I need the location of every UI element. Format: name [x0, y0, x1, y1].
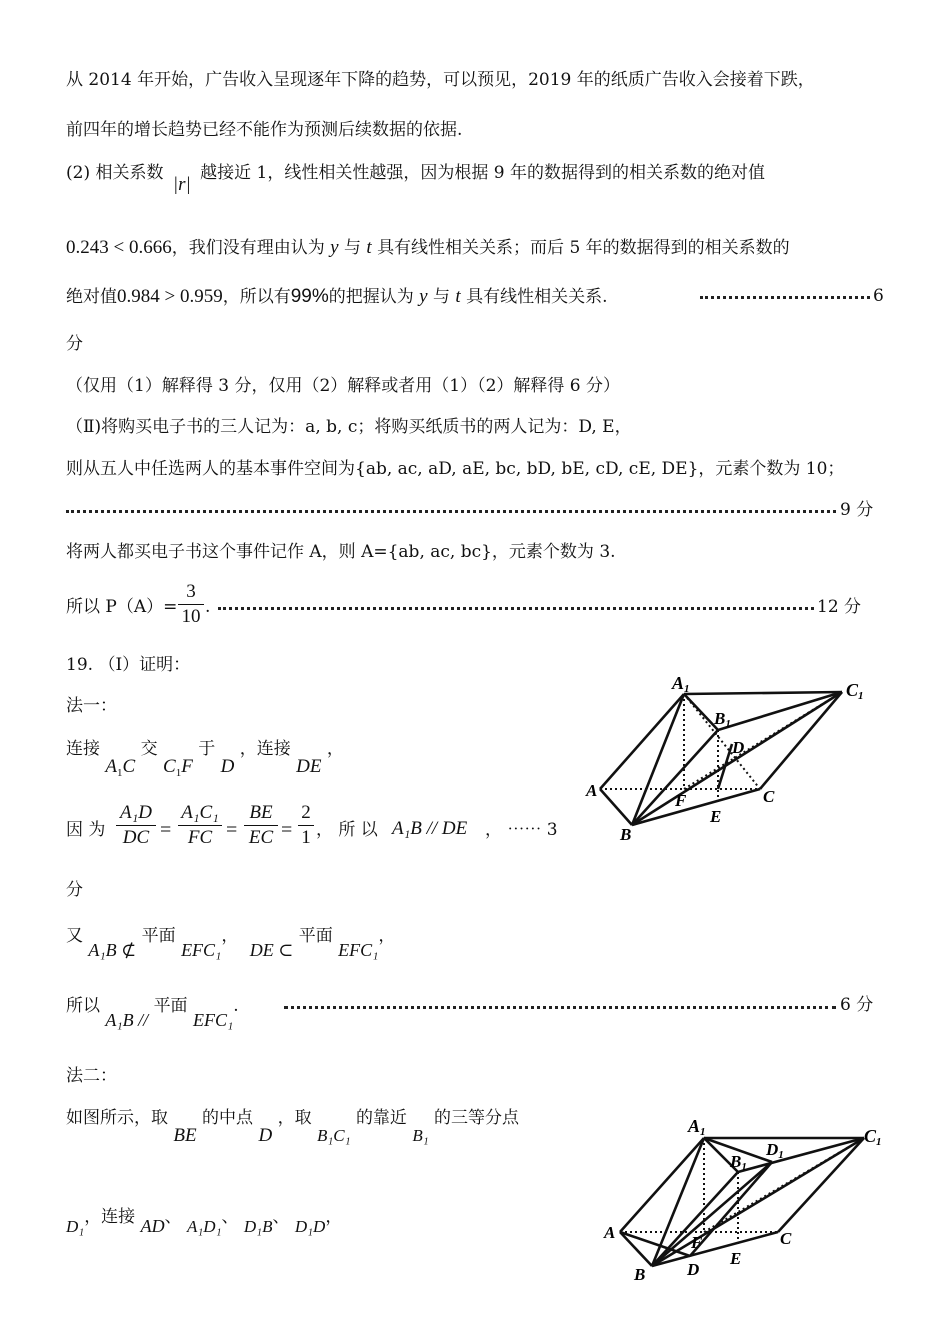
label-e: E	[730, 1249, 742, 1268]
edge-ab	[600, 789, 632, 825]
dot-leader	[66, 510, 836, 513]
fraction-denominator: 1	[301, 827, 311, 848]
fraction-bar	[178, 604, 204, 605]
fraction-denominator: EC	[248, 827, 274, 848]
label-b1-letter: B	[714, 709, 726, 728]
text-fragment: .	[233, 996, 239, 1016]
segment-a1c	[105, 756, 135, 777]
label-c: C	[780, 1229, 792, 1248]
so-label: ， 所 以	[316, 820, 378, 840]
inequality-1: 0.243 < 0.666	[66, 237, 172, 258]
abs-r-symbol: |r|	[172, 174, 191, 195]
parallel-stmt: A₁B //	[105, 1010, 149, 1030]
equals-sign: =	[160, 819, 172, 841]
label-subscript: 1	[684, 683, 690, 695]
text-fragment: 越接近 1，线性相关性越强，因为根据 9 年的数据得到的相关系数的绝对值	[200, 163, 765, 183]
text-fragment: 与	[433, 287, 450, 307]
fraction-numerator: A₁D	[120, 802, 152, 823]
text-fragment: 、	[221, 1207, 239, 1227]
subscript: 1	[117, 767, 123, 779]
percent-99: 99%	[290, 286, 329, 307]
text-fragment: 于	[198, 739, 216, 759]
dot-leader	[218, 607, 814, 610]
fraction-a1c1-fc	[178, 802, 222, 849]
segment-a1d1: A₁D₁	[187, 1217, 222, 1236]
segment-c1f	[163, 756, 193, 777]
method-two-heading: 法二：	[66, 1066, 117, 1086]
plane-efc1: EFC₁	[181, 940, 222, 960]
label-c1-letter: C	[846, 680, 859, 700]
segment-be: BE	[173, 1125, 197, 1146]
text-fragment: ，	[221, 926, 239, 946]
label-b1	[713, 709, 731, 730]
score-marker-unit: 分	[66, 334, 83, 354]
question-19-heading: 19. （Ⅰ）证明：	[66, 655, 191, 675]
method-two-line-2	[66, 1206, 343, 1236]
fraction-bar	[116, 825, 156, 826]
segment-d1b: D₁B	[243, 1217, 273, 1236]
var-t: t	[366, 237, 372, 258]
score-marker-unit: 分	[66, 880, 83, 900]
label-subscript: 1	[858, 690, 864, 702]
score-marker: 6 分	[840, 995, 874, 1015]
dot-leader	[284, 1006, 836, 1009]
text-fragment: ，连接	[239, 739, 291, 759]
event-a-line: 将两人都买电子书这个事件记作 A，则 A={ab, ac, bc}，元素个数为 3.	[66, 542, 616, 562]
label-b1-letter: B	[730, 1152, 742, 1171]
text-fragment: ，取	[277, 1108, 312, 1128]
text-line-5	[66, 286, 608, 309]
fraction-a1d-dc	[116, 802, 156, 849]
parallel-statement: A₁B // DE	[392, 818, 468, 839]
label-subscript: 1	[876, 1136, 882, 1148]
fraction-denominator: 10	[181, 606, 201, 627]
text-fragment: 连接	[66, 739, 100, 759]
dot-leader	[700, 296, 870, 299]
label-f: F	[691, 1233, 703, 1252]
part-two-intro: （Ⅱ)将购买电子书的三人记为：a, b, c；将购买纸质书的两人记为：D, E，	[66, 417, 632, 437]
point-label: C	[122, 756, 136, 777]
segment-ad: AD	[140, 1216, 165, 1236]
text-fragment: 具有线性相关关系；而后 5 年的数据得到的相关系数的	[377, 238, 790, 258]
edge-b1c1	[718, 692, 842, 730]
point-d: D	[220, 756, 235, 777]
text-fragment: ，	[326, 739, 344, 759]
method-two-line-1	[66, 1107, 520, 1146]
fraction-2-1	[298, 802, 314, 849]
edge-c1c	[760, 692, 842, 789]
edge-a1a	[620, 1138, 704, 1232]
fraction-bar	[178, 825, 222, 826]
segment-c1f	[632, 692, 842, 825]
text-line-2: 前四年的增长趋势已经不能作为预测后续数据的依据.	[66, 120, 463, 140]
probability-line: 所以 P（A）=	[66, 597, 178, 617]
text-fragment: 所以	[66, 996, 100, 1016]
subset-stmt: DE ⊂	[249, 940, 294, 960]
text-fragment: 绝对值	[66, 287, 117, 307]
label-subscript: 1	[778, 1149, 784, 1161]
fraction-be-ec	[244, 802, 278, 849]
text-fragment: ，	[378, 926, 396, 946]
prism-figure-1	[580, 672, 880, 847]
plane-efc1: EFC₁	[338, 940, 379, 960]
fraction-numerator: BE	[249, 802, 273, 823]
fraction-bar	[244, 825, 278, 826]
label-c1-letter: C	[864, 1126, 877, 1146]
text-fragment: 与	[343, 238, 361, 258]
label-d1	[765, 1140, 784, 1161]
text-fragment: ，	[325, 1207, 343, 1227]
label-f: F	[675, 791, 687, 810]
label-a1-letter: A	[672, 673, 685, 693]
var-y: y	[330, 237, 339, 258]
not-subset-stmt: A₁B ⊄	[88, 940, 137, 960]
segment-de: DE	[296, 756, 322, 777]
text-fragment: 、	[272, 1207, 290, 1227]
label-e: E	[710, 807, 722, 826]
text-fragment: 的三等分点	[434, 1108, 520, 1128]
subscript: 1	[175, 767, 182, 779]
text-fragment: ，所以有	[222, 287, 291, 307]
sample-space-line: 则从五人中任选两人的基本事件空间为{ab, ac, aD, aE, bc, bD, bE, cD, cE, DE}，元素个数为 10；	[66, 459, 845, 479]
fraction-numerator: A₁C₁	[181, 802, 219, 823]
point-label: A	[105, 756, 118, 777]
text-fragment: 如图所示，取	[66, 1108, 168, 1128]
inequality-2: 0.984 > 0.959	[117, 286, 223, 307]
text-fragment: 平面	[153, 996, 188, 1016]
label-subscript: 1	[700, 1126, 706, 1138]
text-fragment: 的把握认为	[328, 287, 414, 307]
label-d: D	[687, 1260, 700, 1279]
text-fragment: 的中点	[202, 1108, 254, 1128]
scoring-note: （仅用（1）解释得 3 分，仅用（2）解释或者用（1）（2）解释得 6 分）	[66, 376, 621, 396]
text-fragment: 平面	[298, 926, 333, 946]
point-d1: D₁	[66, 1217, 85, 1236]
segment-d1d: D₁D	[294, 1217, 326, 1236]
var-t: t	[455, 286, 461, 307]
text-fragment: (2) 相关系数	[66, 163, 164, 183]
label-a1	[687, 1116, 706, 1138]
label-b: B	[620, 825, 632, 844]
label-d1-letter: D	[766, 1140, 779, 1159]
prism-figure-2	[592, 1112, 922, 1287]
text-line-4	[66, 237, 790, 260]
fraction-numerator: 2	[301, 802, 311, 823]
fraction-numerator: 3	[186, 581, 196, 602]
text-fragment: 、	[164, 1207, 182, 1227]
score-marker: 12 分	[817, 597, 862, 617]
equals-sign: =	[281, 819, 293, 841]
segment-b1c1: B₁C₁	[316, 1126, 351, 1145]
plane-efc1: EFC₁	[192, 1010, 234, 1030]
edge-a1c1	[684, 692, 842, 694]
label-b1	[729, 1152, 747, 1173]
because-label: 因 为	[66, 820, 106, 840]
method-one-heading: 法一：	[66, 696, 117, 716]
label-a1	[671, 673, 690, 695]
var-y: y	[419, 286, 428, 307]
fraction-denominator: DC	[122, 827, 150, 848]
label-b: B	[634, 1265, 646, 1284]
point-label: C	[163, 756, 176, 777]
text-fragment: 又	[66, 926, 83, 946]
label-d: D	[732, 738, 745, 757]
label-subscript: 1	[741, 1161, 747, 1173]
connect-line	[66, 738, 344, 779]
conclusion-line	[66, 995, 239, 1030]
text-fragment: 具有线性相关关系.	[466, 287, 608, 307]
text-fragment: ，我们没有理由认为	[171, 238, 325, 258]
label-subscript: 1	[725, 718, 731, 730]
point-d: D	[258, 1125, 273, 1146]
text-line-3	[66, 162, 765, 195]
text-line-1: 从 2014 年开始，广告收入呈现逐年下降的趋势，可以预见，2019 年的纸质广告收入会接着下跌，	[66, 70, 815, 90]
edge-bc	[632, 789, 760, 825]
fraction-3-10	[178, 581, 204, 628]
label-c: C	[763, 787, 775, 806]
score-marker: 6	[873, 286, 884, 306]
label-c1	[864, 1126, 882, 1148]
point-label: F	[181, 756, 193, 777]
edge-c1c	[778, 1138, 864, 1232]
label-c1	[846, 680, 864, 702]
label-a: A	[586, 781, 598, 800]
text-fragment: 交	[140, 739, 158, 759]
text-fragment: ，连接	[84, 1207, 136, 1227]
segment-de	[718, 744, 732, 789]
edge-a1a	[600, 694, 684, 789]
label-a1-letter: A	[688, 1116, 701, 1136]
edge-b1c1	[738, 1138, 864, 1172]
label-a: A	[604, 1223, 616, 1242]
fraction-bar	[298, 825, 314, 826]
score-marker: 9 分	[840, 500, 874, 520]
point-b1: B₁	[412, 1126, 429, 1145]
text-fragment: 的靠近	[355, 1108, 407, 1128]
period: .	[205, 597, 211, 617]
moreover-line	[66, 925, 396, 960]
fraction-denominator: FC	[187, 827, 213, 848]
edge-a1b1	[684, 694, 718, 730]
equals-sign: =	[226, 819, 238, 841]
score-marker: ， ⋯⋯ 3	[485, 820, 558, 840]
text-fragment: 平面	[141, 926, 176, 946]
